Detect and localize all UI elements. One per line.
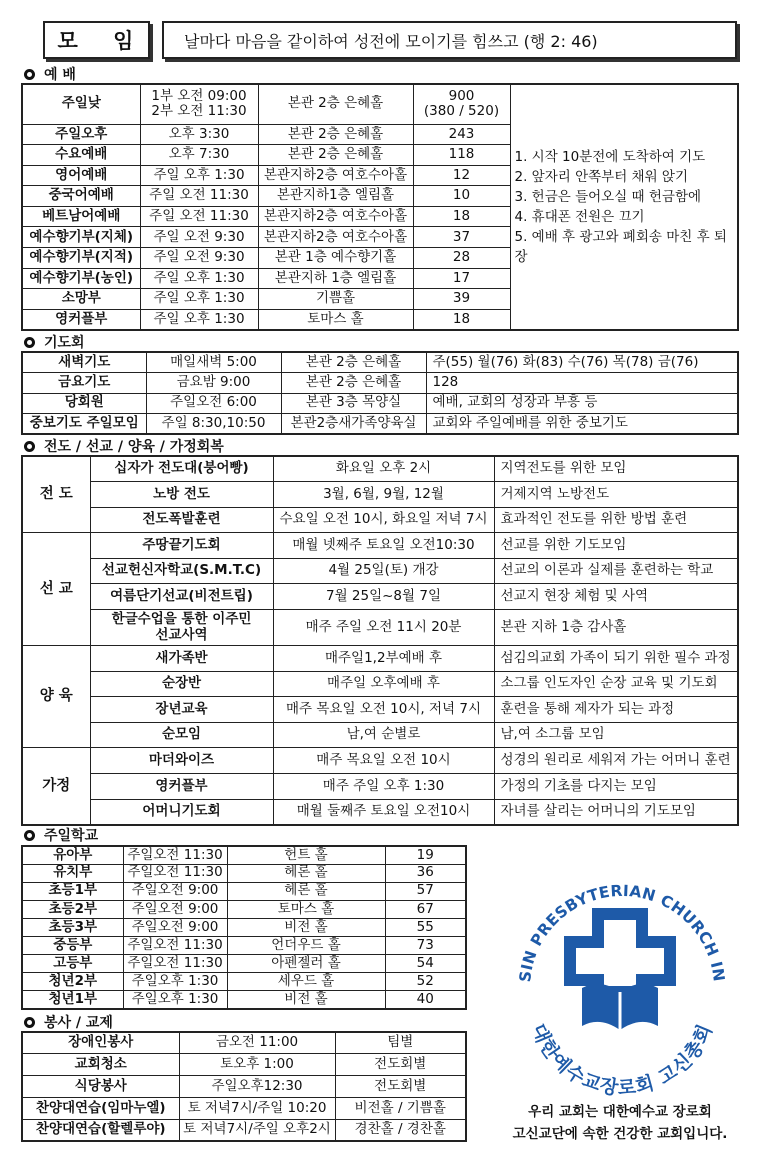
worship-name: 예수향기부(농인) bbox=[22, 268, 140, 289]
worship-place: 본관지하2층 여호수아홀 bbox=[258, 165, 413, 186]
service-time: 토 저녁7시/주일 10:20 bbox=[179, 1097, 335, 1119]
mission-row bbox=[22, 584, 738, 610]
service-who: 전도회별 bbox=[335, 1076, 466, 1098]
service-time: 금오전 11:00 bbox=[179, 1032, 335, 1054]
ss-count: 55 bbox=[385, 918, 466, 936]
ss-time: 주일오전 9:00 bbox=[123, 900, 227, 918]
prayer-place: 본관 3층 목양실 bbox=[281, 393, 426, 414]
worship-count: 37 bbox=[413, 227, 510, 248]
logo-ring-text-en: SIN PRESBYTERIAN CHURCH IN bbox=[516, 881, 728, 984]
kosin-logo-icon bbox=[500, 860, 740, 1100]
mission-name: 순장반 bbox=[90, 671, 273, 697]
sunday-school-row bbox=[22, 846, 466, 864]
mission-note: 지역전도를 위한 모임 bbox=[494, 456, 738, 482]
worship-row bbox=[22, 84, 738, 124]
sunday-school-row bbox=[22, 918, 466, 936]
logo-ring-text-ko: 대한예수교장로회 고신총회 bbox=[526, 1020, 718, 1100]
worship-note-item: 1. 시작 10분전에 도착하여 기도 bbox=[514, 148, 706, 165]
ss-name: 중등부 bbox=[22, 936, 123, 954]
ss-count: 67 bbox=[385, 900, 466, 918]
worship-name: 베트남어예배 bbox=[22, 206, 140, 227]
bullet-icon bbox=[24, 1017, 35, 1028]
mission-time: 화요일 오후 2시 bbox=[273, 456, 494, 482]
mission-row bbox=[22, 558, 738, 584]
mission-name: 어머니기도회 bbox=[90, 799, 273, 825]
sunday-school-row bbox=[22, 936, 466, 954]
service-who: 비전홀 / 기쁨홀 bbox=[335, 1097, 466, 1119]
mission-name: 주땅끝기도회 bbox=[90, 533, 273, 559]
ss-name: 유아부 bbox=[22, 846, 123, 864]
ss-name: 유치부 bbox=[22, 864, 123, 882]
service-row bbox=[22, 1054, 466, 1076]
prayer-place: 본관2층새가족양육실 bbox=[281, 414, 426, 435]
section-title: 기도회 bbox=[44, 335, 85, 351]
service-time: 주일오후12:30 bbox=[179, 1076, 335, 1098]
ss-name: 초등2부 bbox=[22, 900, 123, 918]
worship-time: 1부 오전 09:00 2부 오전 11:30 bbox=[140, 84, 258, 124]
mission-name: 순모임 bbox=[90, 722, 273, 748]
ss-count: 36 bbox=[385, 864, 466, 882]
prayer-note: 주(55) 월(76) 화(83) 수(76) 목(78) 금(76) bbox=[426, 352, 738, 373]
worship-place: 본관 2층 은혜홀 bbox=[258, 124, 413, 145]
section-prayer-header bbox=[24, 334, 85, 350]
cross-icon bbox=[570, 914, 670, 992]
mission-row bbox=[22, 722, 738, 748]
prayer-row bbox=[22, 352, 738, 373]
section-title: 전도 / 선교 / 양육 / 가정회복 bbox=[44, 439, 224, 455]
worship-time: 오후 7:30 bbox=[140, 145, 258, 166]
ss-time: 주일오전 11:30 bbox=[123, 864, 227, 882]
mission-note: 선교를 위한 기도모임 bbox=[494, 533, 738, 559]
worship-count: 18 bbox=[413, 206, 510, 227]
service-who: 경찬홀 / 경찬홀 bbox=[335, 1119, 466, 1141]
mission-name: 마더와이즈 bbox=[90, 748, 273, 774]
worship-name: 영어예배 bbox=[22, 165, 140, 186]
ss-place: 언더우드 홀 bbox=[227, 936, 385, 954]
mission-time: 매월 넷째주 토요일 오전10:30 bbox=[273, 533, 494, 559]
worship-time: 주일 오전 11:30 bbox=[140, 186, 258, 207]
mission-note: 거제지역 노방전도 bbox=[494, 482, 738, 508]
ss-count: 19 bbox=[385, 846, 466, 864]
prayer-row bbox=[22, 373, 738, 394]
prayer-row bbox=[22, 393, 738, 414]
worship-count: 39 bbox=[413, 289, 510, 310]
ss-name: 초등3부 bbox=[22, 918, 123, 936]
ss-place: 비전 홀 bbox=[227, 991, 385, 1009]
mission-note: 섬김의교회 가족이 되기 위한 필수 과정 bbox=[494, 646, 738, 672]
mission-time: 매주일 오후예배 후 bbox=[273, 671, 494, 697]
bullet-icon bbox=[24, 441, 35, 452]
ss-place: 비전 홀 bbox=[227, 918, 385, 936]
service-name: 장애인봉사 bbox=[22, 1032, 179, 1054]
page-title: 모 임 bbox=[43, 21, 150, 59]
page-header bbox=[43, 21, 737, 59]
worship-time: 주일 오후 1:30 bbox=[140, 289, 258, 310]
mission-time: 매주 주일 오전 11시 20분 bbox=[273, 610, 494, 646]
service-row bbox=[22, 1032, 466, 1054]
worship-name: 중국어예배 bbox=[22, 186, 140, 207]
mission-name: 새가족반 bbox=[90, 646, 273, 672]
worship-notes bbox=[510, 84, 738, 330]
prayer-name: 당회원 bbox=[22, 393, 146, 414]
mission-category: 가정 bbox=[22, 748, 90, 825]
prayer-name: 새벽기도 bbox=[22, 352, 146, 373]
worship-name: 예수향기부(지적) bbox=[22, 248, 140, 269]
footer-line-1: 우리 교회는 대한예수교 장로회 bbox=[528, 1104, 712, 1120]
mission-name: 한글수업을 통한 이주민 선교사역 bbox=[90, 610, 273, 646]
sunday-school-table bbox=[21, 845, 467, 1010]
mission-row bbox=[22, 507, 738, 533]
mission-note: 선교지 현장 체험 및 사역 bbox=[494, 584, 738, 610]
ss-name: 초등1부 bbox=[22, 882, 123, 900]
mission-time: 매월 둘째주 토요일 오전10시 bbox=[273, 799, 494, 825]
worship-place: 본관지하2층 여호수아홀 bbox=[258, 227, 413, 248]
worship-name: 주일낮 bbox=[22, 84, 140, 124]
ss-count: 57 bbox=[385, 882, 466, 900]
mission-name: 여름단기선교(비전트립) bbox=[90, 584, 273, 610]
prayer-time: 주일오전 6:00 bbox=[146, 393, 281, 414]
sunday-school-row bbox=[22, 900, 466, 918]
ss-time: 주일오전 9:00 bbox=[123, 882, 227, 900]
mission-time: 매주일1,2부예배 후 bbox=[273, 646, 494, 672]
worship-count: 18 bbox=[413, 309, 510, 330]
sunday-school-row bbox=[22, 991, 466, 1009]
prayer-note: 예배, 교회의 성장과 부흥 등 bbox=[426, 393, 738, 414]
worship-place: 본관 2층 은혜홀 bbox=[258, 84, 413, 124]
mission-note: 소그룹 인도자인 순장 교육 및 기도회 bbox=[494, 671, 738, 697]
service-time: 토오후 1:00 bbox=[179, 1054, 335, 1076]
ss-place: 헌트 홀 bbox=[227, 846, 385, 864]
worship-name: 영커플부 bbox=[22, 309, 140, 330]
worship-time: 주일 오후 1:30 bbox=[140, 165, 258, 186]
ss-time: 주일오전 11:30 bbox=[123, 955, 227, 973]
service-name: 교회청소 bbox=[22, 1054, 179, 1076]
ss-time: 주일오후 1:30 bbox=[123, 973, 227, 991]
mission-note: 본관 지하 1층 감사홀 bbox=[494, 610, 738, 646]
section-title: 예 배 bbox=[44, 67, 76, 83]
mission-category: 양 육 bbox=[22, 646, 90, 748]
mission-name: 십자가 전도대(붕어빵) bbox=[90, 456, 273, 482]
worship-note-item: 5. 예배 후 광고와 폐회송 마친 후 퇴장 bbox=[514, 228, 727, 265]
sunday-school-row bbox=[22, 864, 466, 882]
ss-place: 세우드 홀 bbox=[227, 973, 385, 991]
worship-note-item: 4. 휴대폰 전원은 끄기 bbox=[514, 208, 645, 225]
service-name: 식당봉사 bbox=[22, 1076, 179, 1098]
ss-name: 청년1부 bbox=[22, 991, 123, 1009]
mission-row bbox=[22, 774, 738, 800]
sunday-school-row bbox=[22, 955, 466, 973]
worship-count: 243 bbox=[413, 124, 510, 145]
ss-place: 헤론 홀 bbox=[227, 864, 385, 882]
svg-text:THE KOSIN PRESBYTERIAN CHURCH bbox=[500, 860, 728, 988]
worship-place: 본관 2층 은혜홀 bbox=[258, 145, 413, 166]
worship-place: 토마스 홀 bbox=[258, 309, 413, 330]
mission-time: 매주 목요일 오전 10시, 저녁 7시 bbox=[273, 697, 494, 723]
worship-place: 본관지하 1층 엘림홀 bbox=[258, 268, 413, 289]
worship-name: 예수향기부(지체) bbox=[22, 227, 140, 248]
ss-place: 아펜젤러 홀 bbox=[227, 955, 385, 973]
worship-count: 900 (380 / 520) bbox=[413, 84, 510, 124]
worship-time: 주일 오전 11:30 bbox=[140, 206, 258, 227]
mission-row bbox=[22, 610, 738, 646]
worship-note-item: 3. 헌금은 들어오실 때 헌금함에 bbox=[514, 188, 702, 205]
mission-time: 3월, 6월, 9월, 12월 bbox=[273, 482, 494, 508]
worship-time: 주일 오전 9:30 bbox=[140, 248, 258, 269]
worship-count: 12 bbox=[413, 165, 510, 186]
bullet-icon bbox=[24, 337, 35, 348]
mission-time: 7월 25일~8월 7일 bbox=[273, 584, 494, 610]
mission-note: 남,여 소그룹 모임 bbox=[494, 722, 738, 748]
bullet-icon bbox=[24, 830, 35, 841]
mission-time: 남,여 순별로 bbox=[273, 722, 494, 748]
mission-note: 선교의 이론과 실제를 훈련하는 학교 bbox=[494, 558, 738, 584]
prayer-time: 금요밤 9:00 bbox=[146, 373, 281, 394]
service-row bbox=[22, 1097, 466, 1119]
prayer-place: 본관 2층 은혜홀 bbox=[281, 352, 426, 373]
footer-caption bbox=[470, 1101, 760, 1145]
mission-name: 장년교육 bbox=[90, 697, 273, 723]
worship-time: 주일 오후 1:30 bbox=[140, 268, 258, 289]
worship-count: 28 bbox=[413, 248, 510, 269]
worship-count: 10 bbox=[413, 186, 510, 207]
mission-note: 성경의 원리로 세워져 가는 어머니 훈련 bbox=[494, 748, 738, 774]
mission-name: 노방 전도 bbox=[90, 482, 273, 508]
worship-place: 기쁨홀 bbox=[258, 289, 413, 310]
footer-line-2: 고신교단에 속한 건강한 교회입니다. bbox=[512, 1126, 728, 1142]
worship-name: 수요예배 bbox=[22, 145, 140, 166]
ss-count: 73 bbox=[385, 936, 466, 954]
ss-place: 헤론 홀 bbox=[227, 882, 385, 900]
prayer-note: 교회와 주일예배를 위한 중보기도 bbox=[426, 414, 738, 435]
worship-table bbox=[21, 83, 739, 331]
worship-time: 오후 3:30 bbox=[140, 124, 258, 145]
section-service-header bbox=[24, 1014, 113, 1030]
ss-count: 40 bbox=[385, 991, 466, 1009]
worship-count: 17 bbox=[413, 268, 510, 289]
mission-time: 수요일 오전 10시, 화요일 저녁 7시 bbox=[273, 507, 494, 533]
service-table bbox=[21, 1031, 467, 1142]
section-mission-header bbox=[24, 438, 224, 454]
ss-name: 고등부 bbox=[22, 955, 123, 973]
ss-time: 주일오전 11:30 bbox=[123, 936, 227, 954]
service-name: 찬양대연습(할렐루야) bbox=[22, 1119, 179, 1141]
ss-name: 청년2부 bbox=[22, 973, 123, 991]
mission-note: 효과적인 전도를 위한 방법 훈련 bbox=[494, 507, 738, 533]
denomination-logo bbox=[500, 860, 740, 1100]
worship-time: 주일 오후 1:30 bbox=[140, 309, 258, 330]
mission-category: 전 도 bbox=[22, 456, 90, 533]
section-sunday-school-header bbox=[24, 827, 98, 843]
prayer-time: 매일새벽 5:00 bbox=[146, 352, 281, 373]
service-who: 전도회별 bbox=[335, 1054, 466, 1076]
ss-time: 주일오후 1:30 bbox=[123, 991, 227, 1009]
worship-place: 본관 1층 예수향기홀 bbox=[258, 248, 413, 269]
ss-count: 54 bbox=[385, 955, 466, 973]
mission-time: 4월 25일(토) 개강 bbox=[273, 558, 494, 584]
service-row bbox=[22, 1119, 466, 1141]
mission-row bbox=[22, 456, 738, 482]
bible-verse: 날마다 마음을 같이하여 성전에 모이기를 힘쓰고 (행 2: 46) bbox=[162, 21, 737, 59]
sunday-school-row bbox=[22, 973, 466, 991]
mission-name: 선교헌신자학교(S.M.T.C) bbox=[90, 558, 273, 584]
ss-time: 주일오전 11:30 bbox=[123, 846, 227, 864]
mission-row bbox=[22, 671, 738, 697]
worship-place: 본관지하1층 엘림홀 bbox=[258, 186, 413, 207]
bullet-icon bbox=[24, 69, 35, 80]
prayer-place: 본관 2층 은혜홀 bbox=[281, 373, 426, 394]
prayer-time: 주일 8:30,10:50 bbox=[146, 414, 281, 435]
service-who: 팀별 bbox=[335, 1032, 466, 1054]
service-row bbox=[22, 1076, 466, 1098]
worship-count: 118 bbox=[413, 145, 510, 166]
worship-name: 소망부 bbox=[22, 289, 140, 310]
worship-note-item: 2. 앞자리 안쪽부터 채워 앉기 bbox=[514, 168, 688, 185]
worship-name: 주일오후 bbox=[22, 124, 140, 145]
mission-name: 영커플부 bbox=[90, 774, 273, 800]
svg-text:대한예수교장로회 고신총회 bbox=[527, 1020, 717, 1099]
mission-name: 전도폭발훈련 bbox=[90, 507, 273, 533]
ss-count: 52 bbox=[385, 973, 466, 991]
mission-time: 매주 목요일 오전 10시 bbox=[273, 748, 494, 774]
prayer-table bbox=[21, 351, 739, 435]
worship-place: 본관지하2층 여호수아홀 bbox=[258, 206, 413, 227]
mission-row bbox=[22, 697, 738, 723]
prayer-row bbox=[22, 414, 738, 435]
mission-time: 매주 주일 오후 1:30 bbox=[273, 774, 494, 800]
prayer-name: 금요기도 bbox=[22, 373, 146, 394]
mission-row bbox=[22, 533, 738, 559]
ss-place: 토마스 홀 bbox=[227, 900, 385, 918]
mission-note: 자녀를 살리는 어머니의 기도모임 bbox=[494, 799, 738, 825]
worship-time: 주일 오전 9:30 bbox=[140, 227, 258, 248]
mission-row bbox=[22, 646, 738, 672]
service-name: 찬양대연습(임마누엘) bbox=[22, 1097, 179, 1119]
service-time: 토 저녁7시/주일 오후2시 bbox=[179, 1119, 335, 1141]
ss-time: 주일오전 9:00 bbox=[123, 918, 227, 936]
mission-row bbox=[22, 799, 738, 825]
sunday-school-row bbox=[22, 882, 466, 900]
mission-table bbox=[21, 455, 739, 826]
prayer-note: 128 bbox=[426, 373, 738, 394]
mission-row bbox=[22, 482, 738, 508]
section-worship-header bbox=[24, 66, 76, 82]
mission-category: 선 교 bbox=[22, 533, 90, 646]
mission-note: 가정의 기초를 다지는 모임 bbox=[494, 774, 738, 800]
mission-note: 훈련을 통해 제자가 되는 과정 bbox=[494, 697, 738, 723]
prayer-name: 중보기도 주일모임 bbox=[22, 414, 146, 435]
mission-row bbox=[22, 748, 738, 774]
section-title: 주일학교 bbox=[44, 828, 99, 844]
section-title: 봉사 / 교제 bbox=[44, 1015, 113, 1031]
